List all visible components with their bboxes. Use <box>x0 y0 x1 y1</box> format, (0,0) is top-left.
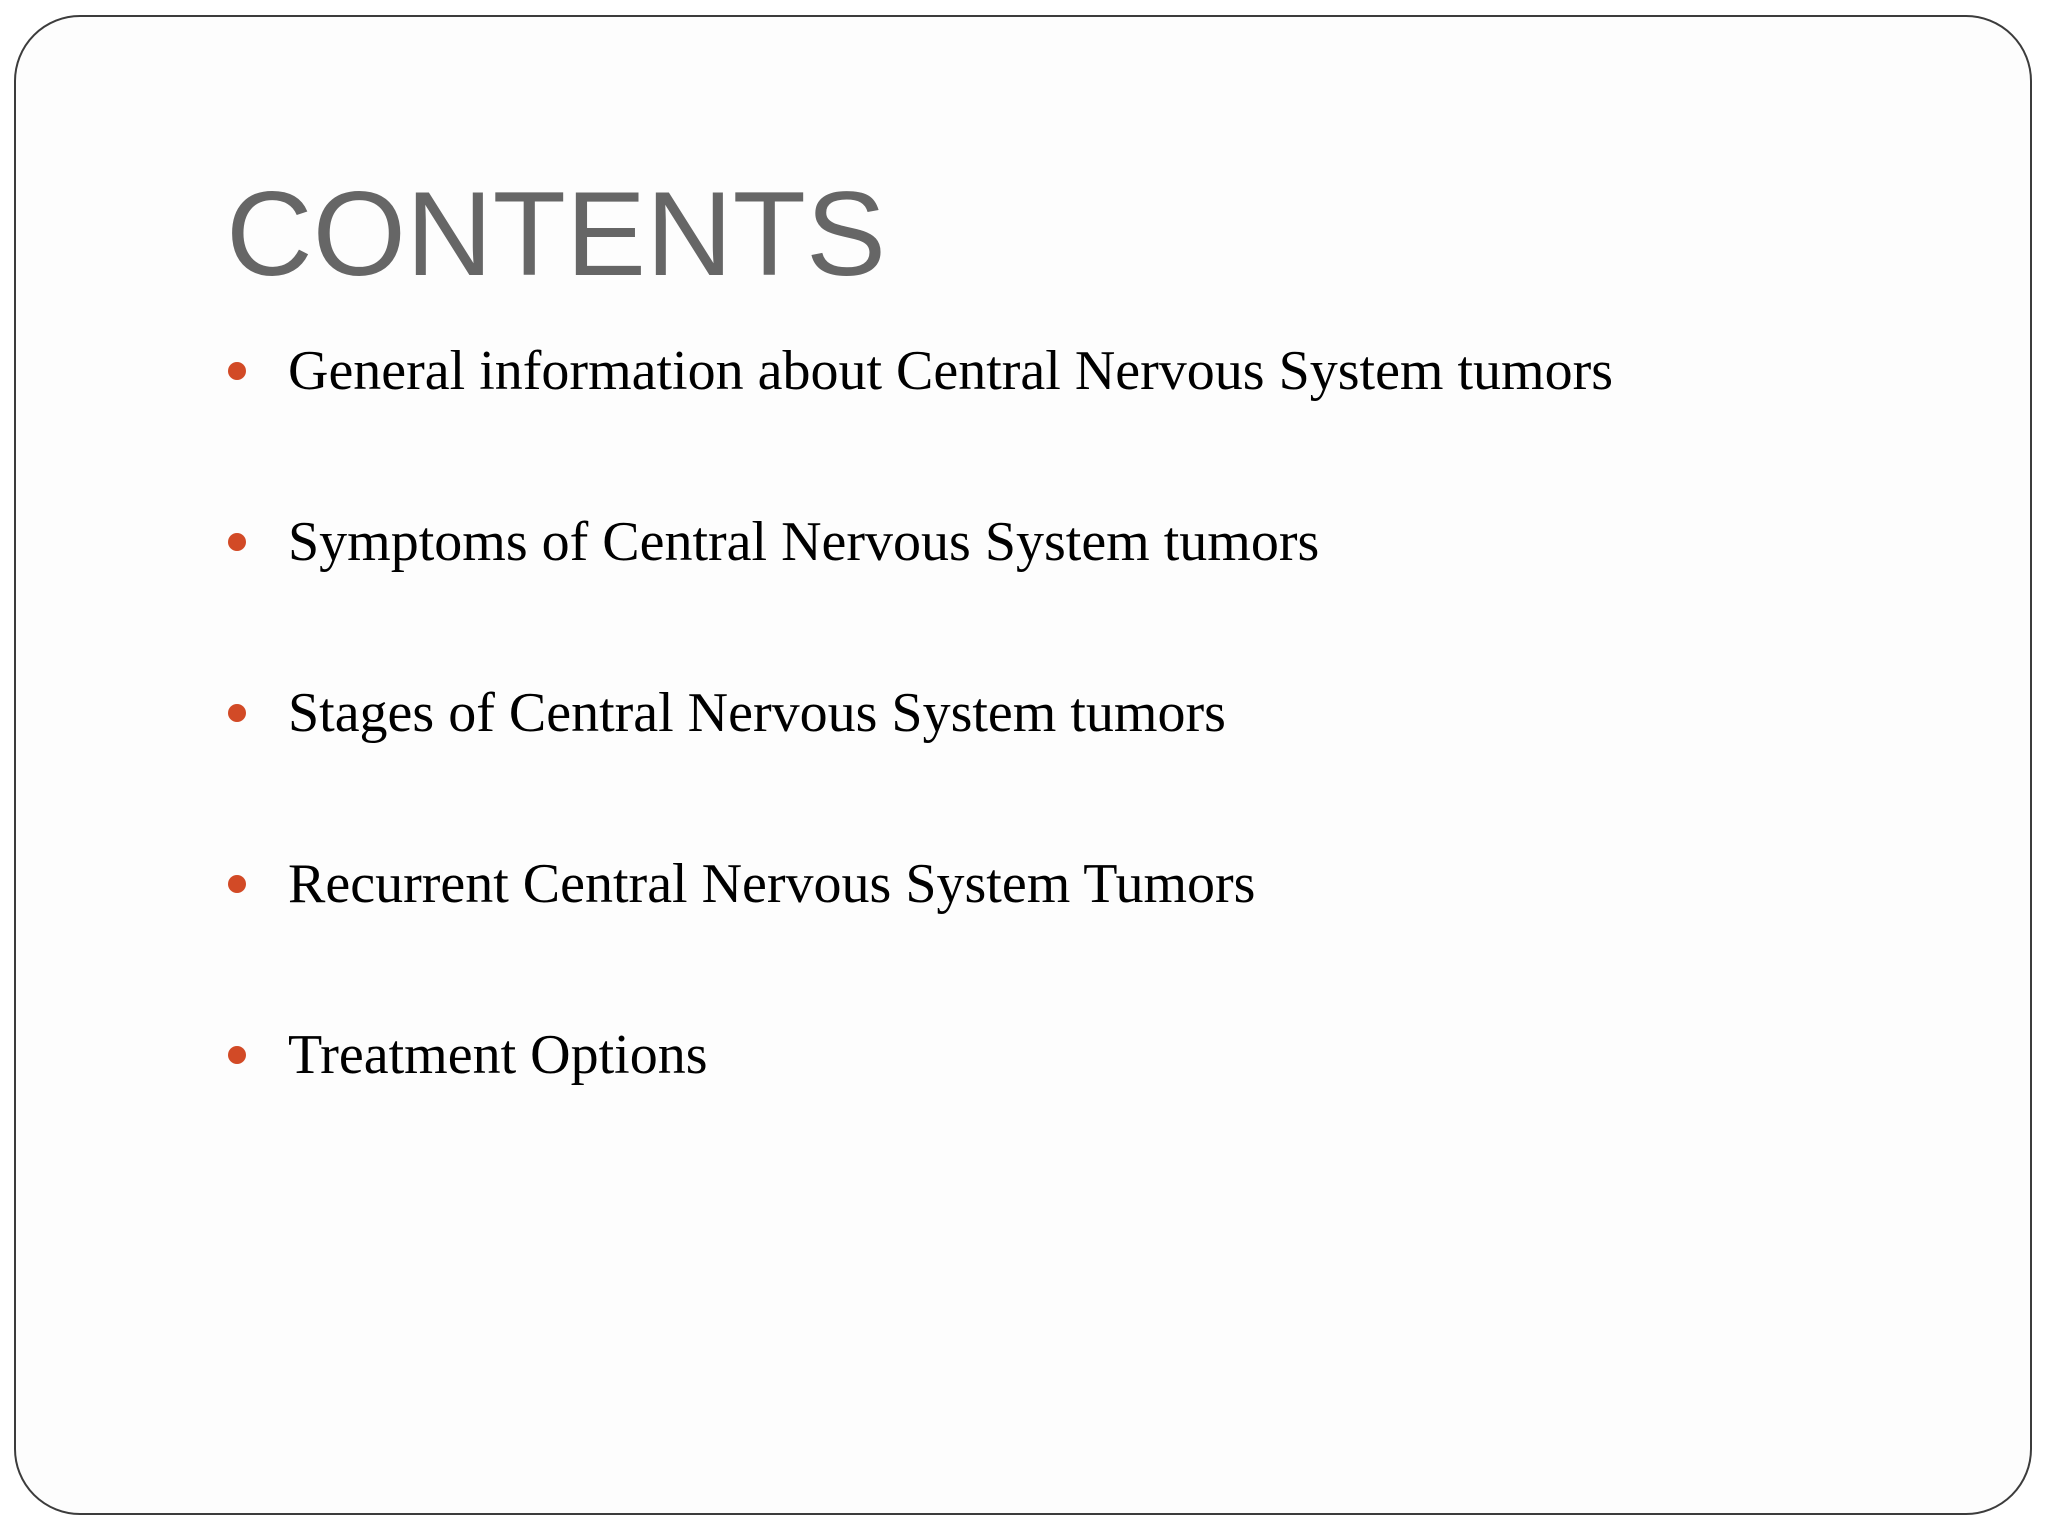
list-item-label: Symptoms of Central Nervous System tumors <box>288 511 1320 573</box>
bullet-dot-icon <box>228 704 246 722</box>
list-item-label: General information about Central Nervous System tumors <box>288 340 1614 402</box>
list-item-label: Treatment Options <box>288 1024 708 1086</box>
bullet-dot-icon <box>228 533 246 551</box>
list-item-label: Recurrent Central Nervous System Tumors <box>288 853 1256 915</box>
slide-title: CONTENTS <box>226 167 886 301</box>
bullet-dot-icon <box>228 362 246 380</box>
bullet-dot-icon <box>228 875 246 893</box>
bullet-dot-icon <box>228 1046 246 1064</box>
list-item-label: Stages of Central Nervous System tumors <box>288 682 1226 744</box>
